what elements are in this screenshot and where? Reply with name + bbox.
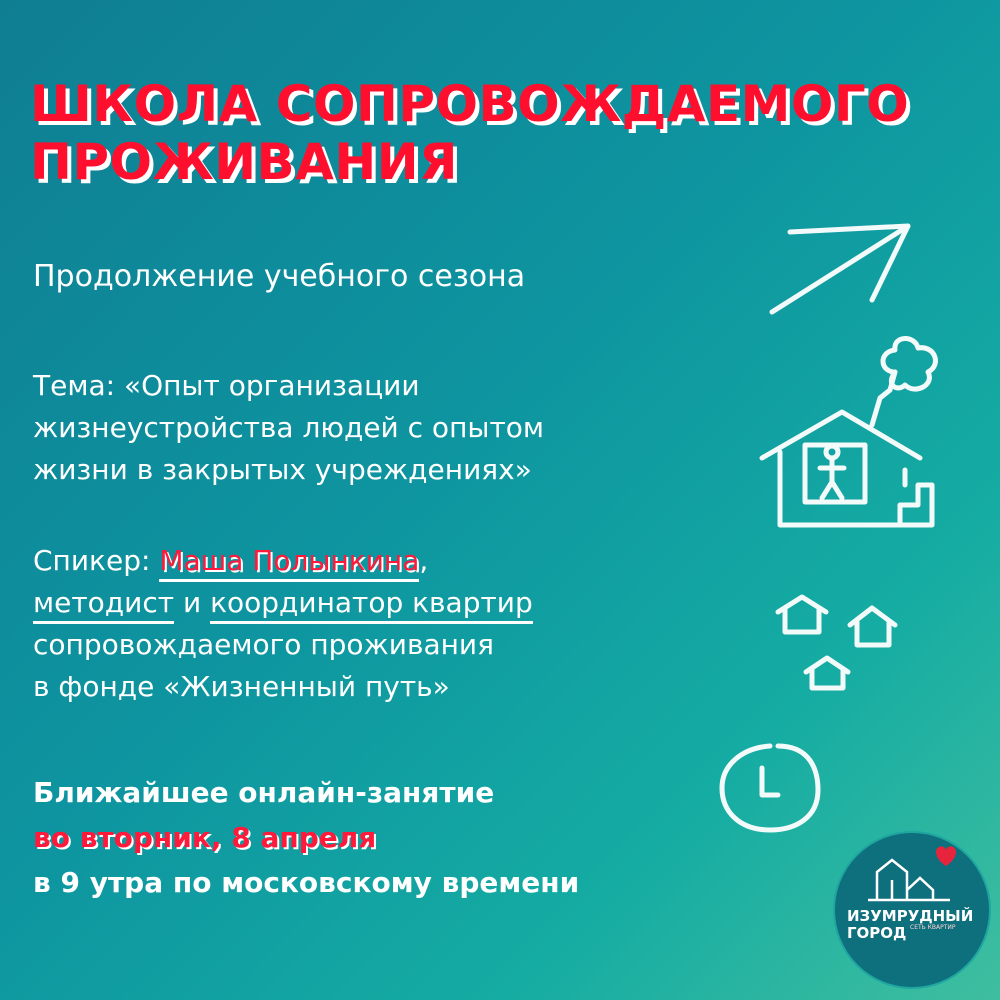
- schedule-line-1: Ближайшее онлайн-занятие: [33, 776, 495, 809]
- clock-icon: [722, 746, 818, 830]
- speaker-line-3: сопровождаемого проживания: [33, 628, 494, 661]
- arrow-icon: [772, 226, 908, 312]
- title-line-2: ПРОЖИВАНИЯ: [30, 133, 459, 191]
- speaker-name: Маша Полынкина: [159, 544, 419, 582]
- speaker-and: и: [174, 586, 211, 619]
- logo-line-1: ИЗУМРУДНЫЙ: [847, 907, 974, 925]
- speaker-role-coordinator: координатор квартир: [210, 586, 533, 624]
- logo: [832, 830, 992, 990]
- speaker-comma: ,: [419, 544, 429, 577]
- topic-line-1: Тема: «Опыт организации: [33, 369, 420, 402]
- topic-line-2: жизнеустройства людей с опытом: [33, 411, 545, 444]
- house-icon: [762, 338, 935, 525]
- topic-line-3: жизни в закрытых учреждениях»: [33, 453, 532, 486]
- logo-subtitle: СЕТЬ КВАРТИР: [910, 924, 956, 931]
- speaker-line-4: в фонде «Жизненный путь»: [33, 670, 450, 703]
- speaker-role-methodist: методист: [33, 586, 174, 624]
- subtitle: Продолжение учебного сезона: [33, 259, 526, 294]
- logo-line-2: ГОРОД: [847, 924, 907, 942]
- speaker-prefix: Спикер:: [33, 544, 160, 577]
- schedule-time: в 9 утра по московскому времени: [33, 866, 580, 899]
- schedule-date: во вторник, 8 апреля: [33, 821, 377, 854]
- small-houses-icon: [778, 597, 895, 688]
- title-line-1: ШКОЛА СОПРОВОЖДАЕМОГО: [30, 75, 910, 133]
